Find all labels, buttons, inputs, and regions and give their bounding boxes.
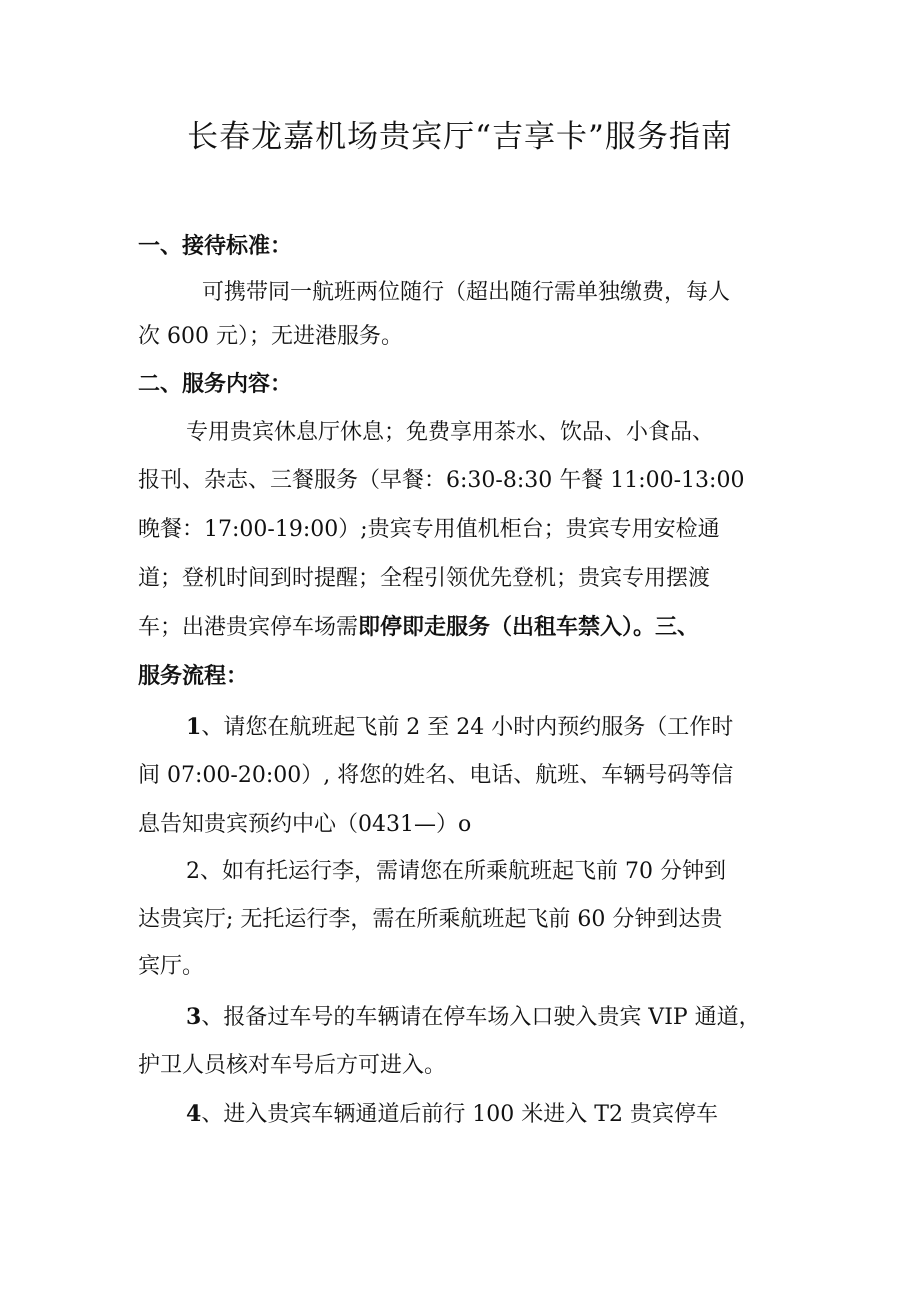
process-step-2 xyxy=(186,856,726,888)
process-line: 息告知贵宾预约中心（0431—）o xyxy=(138,812,472,837)
content-line: 道；登机时间到时提醒；全程引领优先登机；贵宾专用摆渡 xyxy=(138,566,711,591)
content-line-bold: 即停即走服务（出租车禁入）。三、 xyxy=(358,614,700,640)
step-number: 4 xyxy=(186,1101,202,1127)
step-number: 1 xyxy=(186,714,202,740)
section-heading-process: 服务流程： xyxy=(138,663,249,689)
section-heading-reception: 一、接待标准： xyxy=(138,233,293,259)
content-line: 专用贵宾休息厅休息；免费享用茶水、饮品、小食品、 xyxy=(186,420,715,445)
step-text: 、进入贵宾车辆通道后前行 100 米进入 T2 贵宾停车 xyxy=(201,1102,718,1127)
document-title: 长春龙嘉机场贵宾厅“吉享卡”服务指南 xyxy=(187,119,733,155)
section-heading-content: 二、服务内容： xyxy=(138,371,293,397)
process-line: 间 07:00-20:00）, 将您的姓名、电话、航班、车辆号码等信 xyxy=(138,763,734,788)
content-line-prefix: 车；出港贵宾停车场需 xyxy=(138,615,359,640)
process-line: 护卫人员核对车号后方可进入。 xyxy=(138,1053,447,1078)
reception-line: 可携带同一航班两位随行（超出随行需单独缴费，每人 xyxy=(202,280,731,305)
reception-line: 次 600 元）；无进港服务。 xyxy=(138,324,403,349)
process-step-4 xyxy=(186,1098,718,1131)
step-text: 、如有托运行李，需请您在所乘航班起飞前 70 分钟到 xyxy=(200,859,726,884)
process-line: 达贵宾厅; 无托运行李，需在所乘航班起飞前 60 分钟到达贵 xyxy=(138,907,723,932)
content-line: 晚餐：17:00-19:00）;贵宾专用值机柜台；贵宾专用安检通 xyxy=(138,517,720,542)
step-text: 、报备过车号的车辆请在停车场入口驶入贵宾 VIP 通道， xyxy=(201,1005,761,1030)
content-line: 报刊、杂志、三餐服务（早餐：6:30-8:30 午餐 11:00-13:00 xyxy=(138,468,745,493)
process-step-3 xyxy=(186,1001,761,1034)
step-text: 、请您在航班起飞前 2 至 24 小时内预约服务（工作时 xyxy=(201,715,734,740)
process-line: 宾厅。 xyxy=(138,954,205,979)
step-number: 2 xyxy=(186,859,200,884)
process-step-1 xyxy=(186,711,733,744)
step-number: 3 xyxy=(186,1004,202,1030)
content-last-line xyxy=(138,611,699,644)
